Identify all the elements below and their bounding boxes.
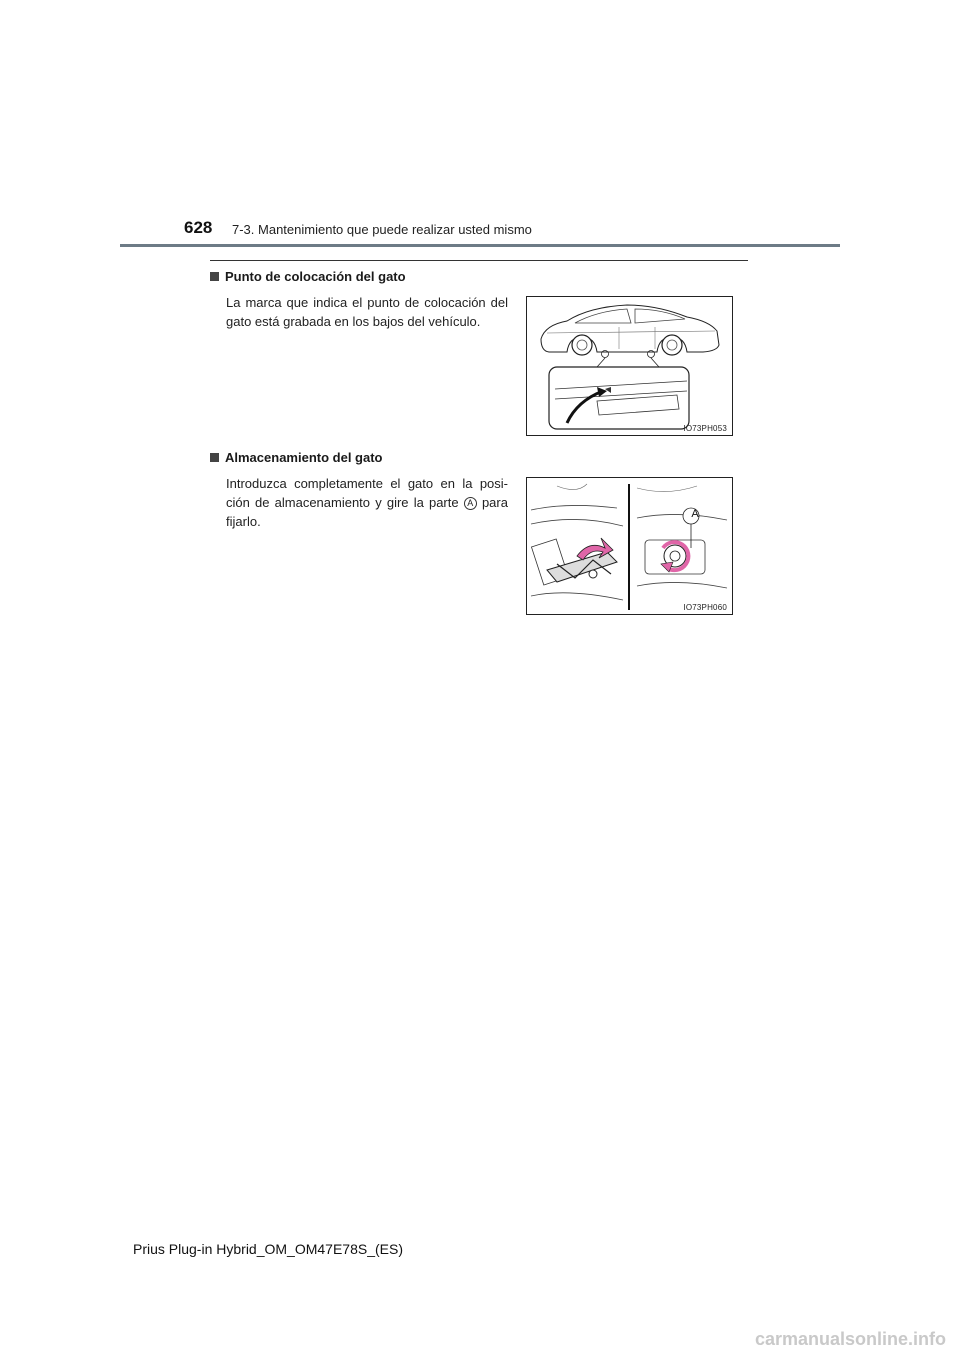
car-underbody-illustration: [527, 297, 732, 435]
figure-jack-storage: [526, 477, 733, 615]
page-number: 628: [184, 218, 213, 237]
header-rule: [120, 244, 840, 247]
heading-jack-point-text: Punto de colocación del gato: [225, 269, 406, 284]
heading-jack-storage-text: Almacenamiento del gato: [225, 450, 383, 465]
section-title: 7-3. Mantenimiento que puede realizar usted mismo: [232, 222, 532, 237]
body-jack-storage: [226, 474, 508, 531]
part-letter-a-icon: A: [464, 497, 477, 510]
body-jack-storage-before: Introduzca completamente el gato en la posi-ción de almacenamiento y gire la parte: [226, 476, 508, 510]
figure-label-a: A: [691, 508, 699, 520]
footer-document-id: Prius Plug-in Hybrid_OM_OM47E78S_(ES): [133, 1241, 403, 1257]
square-bullet-icon: [210, 272, 219, 281]
figure-jack-point: [526, 296, 733, 436]
body-jack-point: La marca que indica el punto de colocación del gato está grabada en los bajos del vehículo.: [226, 295, 508, 329]
heading-jack-storage: [210, 450, 382, 465]
heading-jack-point: [210, 269, 406, 284]
square-bullet-icon: [210, 453, 219, 462]
figure-code-jack-storage: IO73PH060: [683, 603, 727, 612]
watermark: carmanualsonline.info: [754, 1329, 946, 1349]
body-jack-storage-after: para fijarlo.: [226, 495, 508, 529]
figure-code-jack-point: IO73PH053: [683, 424, 727, 433]
jack-storage-illustration: [527, 478, 732, 614]
section-rule: [210, 260, 748, 261]
